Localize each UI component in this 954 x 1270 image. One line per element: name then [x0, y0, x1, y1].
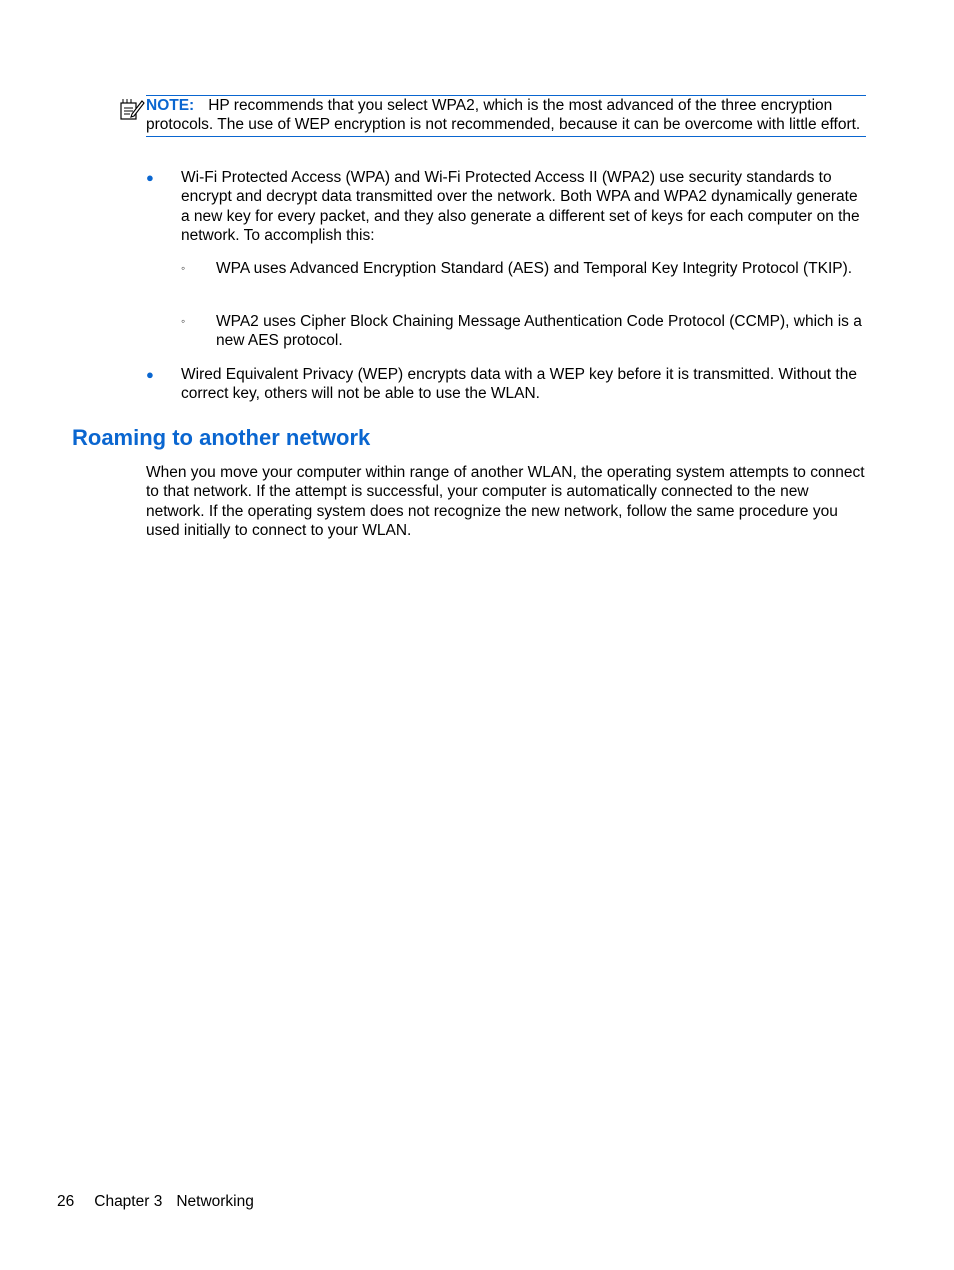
- sub-bullet-icon: ◦: [181, 261, 186, 275]
- footer-chapter: Chapter 3: [94, 1193, 163, 1210]
- bullet-text: Wired Equivalent Privacy (WEP) encrypts data with a WEP key before it is transmitted. Without the correct key, others will not be able to use the WLAN.: [181, 366, 857, 403]
- bullet-dot-icon: ●: [146, 367, 154, 382]
- sub-item-text: WPA uses Advanced Encryption Standard (AES) and Temporal Key Integrity Protocol (TKIP).: [216, 260, 853, 277]
- bullet-text: Wi-Fi Protected Access (WPA) and Wi-Fi Protected Access II (WPA2) use security standards to encrypt and decrypt data transmitted over the network. Both WPA and WPA2 dynamically generate a new key for every packet, and they also generate a different set of keys for each computer on the network. To accomplish this:: [181, 169, 860, 244]
- page-footer: [57, 1192, 274, 1211]
- note-icon: [119, 97, 145, 121]
- section-heading: Roaming to another network: [72, 425, 371, 450]
- footer-chapter-title: Networking: [176, 1193, 254, 1210]
- sub-item-text: WPA2 uses Cipher Block Chaining Message Authentication Code Protocol (CCMP), which is a new AES protocol.: [216, 313, 862, 350]
- note-box: [146, 95, 866, 137]
- note-text: HP recommends that you select WPA2, which is the most advanced of the three encryption protocols. The use of WEP encryption is not recommended, because it can be overcome with little effort.: [146, 97, 861, 134]
- note-label: NOTE:: [146, 97, 195, 114]
- page-number: 26: [57, 1193, 75, 1210]
- bullet-dot-icon: ●: [146, 170, 154, 185]
- sub-bullet-icon: ◦: [181, 314, 186, 328]
- section-paragraph: When you move your computer within range of another WLAN, the operating system attempts to connect to that network. If the attempt is successful, your computer is automatically connected to the new network. If the operating system does not recognize the new network, follow the same procedure you used initially to connect to your WLAN.: [146, 464, 865, 539]
